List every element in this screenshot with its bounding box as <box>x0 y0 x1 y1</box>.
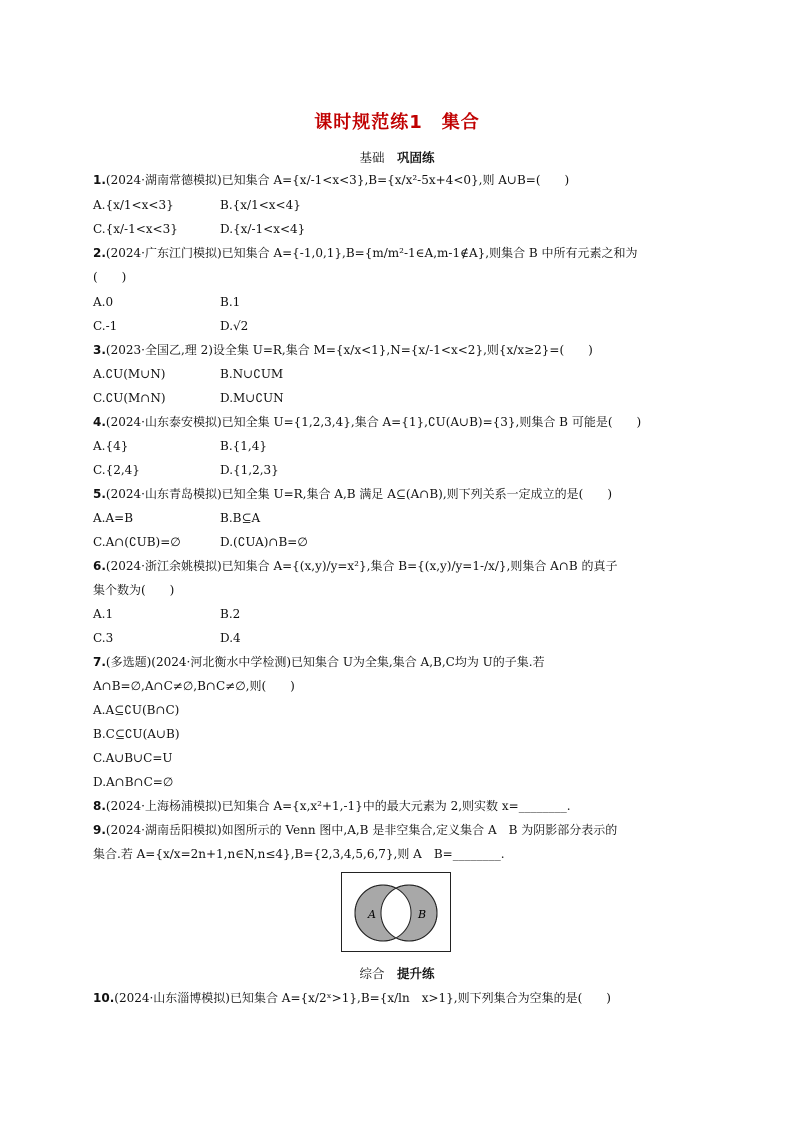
question-2 <box>93 245 638 261</box>
question-number: 3. <box>93 343 106 357</box>
option-b: B.1 <box>220 295 241 309</box>
question-number: 2. <box>93 246 106 260</box>
option-a: A.A⊆∁U(B∩C) <box>93 703 180 717</box>
venn-diagram <box>341 872 451 952</box>
question-9-continuation: 集合.若 A={x/x=2n+1,n∈N,n≤4},B={2,3,4,5,6,7},则 A B=________. <box>93 847 505 861</box>
question-10 <box>93 990 611 1006</box>
option-a: A.0 <box>93 295 114 309</box>
question-7-continuation: A∩B=∅,A∩C≠∅,B∩C≠∅,则( ) <box>93 679 295 693</box>
question-3 <box>93 342 593 358</box>
venn-label-a: A <box>368 908 376 921</box>
section-heading-advanced <box>0 964 794 982</box>
option-c: C.A∪B∪C=U <box>93 751 173 765</box>
option-c: C.∁U(M∩N) <box>93 391 166 405</box>
option-a: A.A=B <box>93 511 134 525</box>
section-sublabel: 提升练 <box>397 966 435 981</box>
option-c: C.3 <box>93 631 114 645</box>
question-stem: (多选题)(2024·河北衡水中学检测)已知集合 U为全集,集合 A,B,C均为 U的子集.若 <box>105 655 545 669</box>
section-sublabel: 巩固练 <box>397 150 435 165</box>
question-number: 4. <box>93 415 106 429</box>
option-c: C.A∩(∁UB)=∅ <box>93 535 181 549</box>
question-4 <box>93 414 641 430</box>
question-stem: (2024·山东淄博模拟)已知集合 A={x/2ˣ>1},B={x/ln x>1},则下列集合为空集的是( ) <box>114 991 611 1005</box>
option-d: D.4 <box>220 631 241 645</box>
question-stem: (2024·山东青岛模拟)已知全集 U=R,集合 A,B 满足 A⊆(A∩B),则下列关系一定成立的是( ) <box>105 487 613 501</box>
question-number: 5. <box>93 487 106 501</box>
question-2-continuation: ( ) <box>93 270 127 284</box>
option-d: D.√2 <box>220 319 249 333</box>
option-a: A.1 <box>93 607 114 621</box>
option-c: C.{2,4} <box>93 463 140 477</box>
option-b: B.B⊆A <box>220 511 261 525</box>
question-6 <box>93 558 618 574</box>
question-stem: (2024·山东泰安模拟)已知全集 U={1,2,3,4},集合 A={1},∁U(A∪B)={3},则集合 B 可能是( ) <box>105 415 642 429</box>
question-9 <box>93 822 617 838</box>
option-a: A.∁U(M∪N) <box>93 367 166 381</box>
question-6-continuation: 集个数为( ) <box>93 583 175 597</box>
option-d: D.M∪∁UN <box>220 391 284 405</box>
option-b: B.{1,4} <box>220 439 267 453</box>
option-d: D.{x/-1<x<4} <box>220 222 306 236</box>
question-number: 7. <box>93 655 106 669</box>
question-stem: (2024·湖南岳阳模拟)如图所示的 Venn 图中,A,B 是非空集合,定义集合 A B 为阴影部分表示的 <box>105 823 618 837</box>
question-number: 6. <box>93 559 106 573</box>
option-c: C.{x/-1<x<3} <box>93 222 178 236</box>
question-5 <box>93 486 612 502</box>
section-heading-basic <box>0 148 794 166</box>
option-b: B.N∪∁UM <box>220 367 284 381</box>
option-b: B.{x/1<x<4} <box>220 198 301 212</box>
option-d: D.(∁UA)∩B=∅ <box>220 535 308 549</box>
question-number: 8. <box>93 799 106 813</box>
question-stem: (2024·浙江余姚模拟)已知集合 A={(x,y)/y=x²},集合 B={(x,y)/y=1-/x/},则集合 A∩B 的真子 <box>105 559 618 573</box>
question-stem: (2024·广东江门模拟)已知集合 A={-1,0,1},B={m/m²-1∈A,m-1∉A},则集合 B 中所有元素之和为 <box>105 246 638 260</box>
option-b: B.2 <box>220 607 241 621</box>
question-number: 10. <box>93 991 115 1005</box>
question-7 <box>93 654 545 670</box>
option-a: A.{x/1<x<3} <box>93 198 174 212</box>
section-label: 综合 <box>359 966 385 981</box>
page-title: 课时规范练1 集合 <box>314 112 480 133</box>
option-c: C.-1 <box>93 319 118 333</box>
question-8 <box>93 798 571 814</box>
question-number: 1. <box>93 173 106 187</box>
option-d: D.{1,2,3} <box>220 463 279 477</box>
option-d: D.A∩B∩C=∅ <box>93 775 174 789</box>
section-label: 基础 <box>359 150 385 165</box>
question-stem: (2024·上海杨浦模拟)已知集合 A={x,x²+1,-1}中的最大元素为 2,则实数 x=________. <box>105 799 571 813</box>
question-1 <box>93 172 569 188</box>
option-a: A.{4} <box>93 439 129 453</box>
venn-label-b: B <box>418 908 427 921</box>
question-stem: (2023·全国乙,理 2)设全集 U=R,集合 M={x/x<1},N={x/-1<x<2},则{x/x≥2}=( ) <box>105 343 593 357</box>
question-number: 9. <box>93 823 106 837</box>
question-stem: (2024·湖南常德模拟)已知集合 A={x/-1<x<3},B={x/x²-5x+4<0},则 A∪B=( ) <box>105 173 570 187</box>
option-b: B.C⊆∁U(A∪B) <box>93 727 180 741</box>
